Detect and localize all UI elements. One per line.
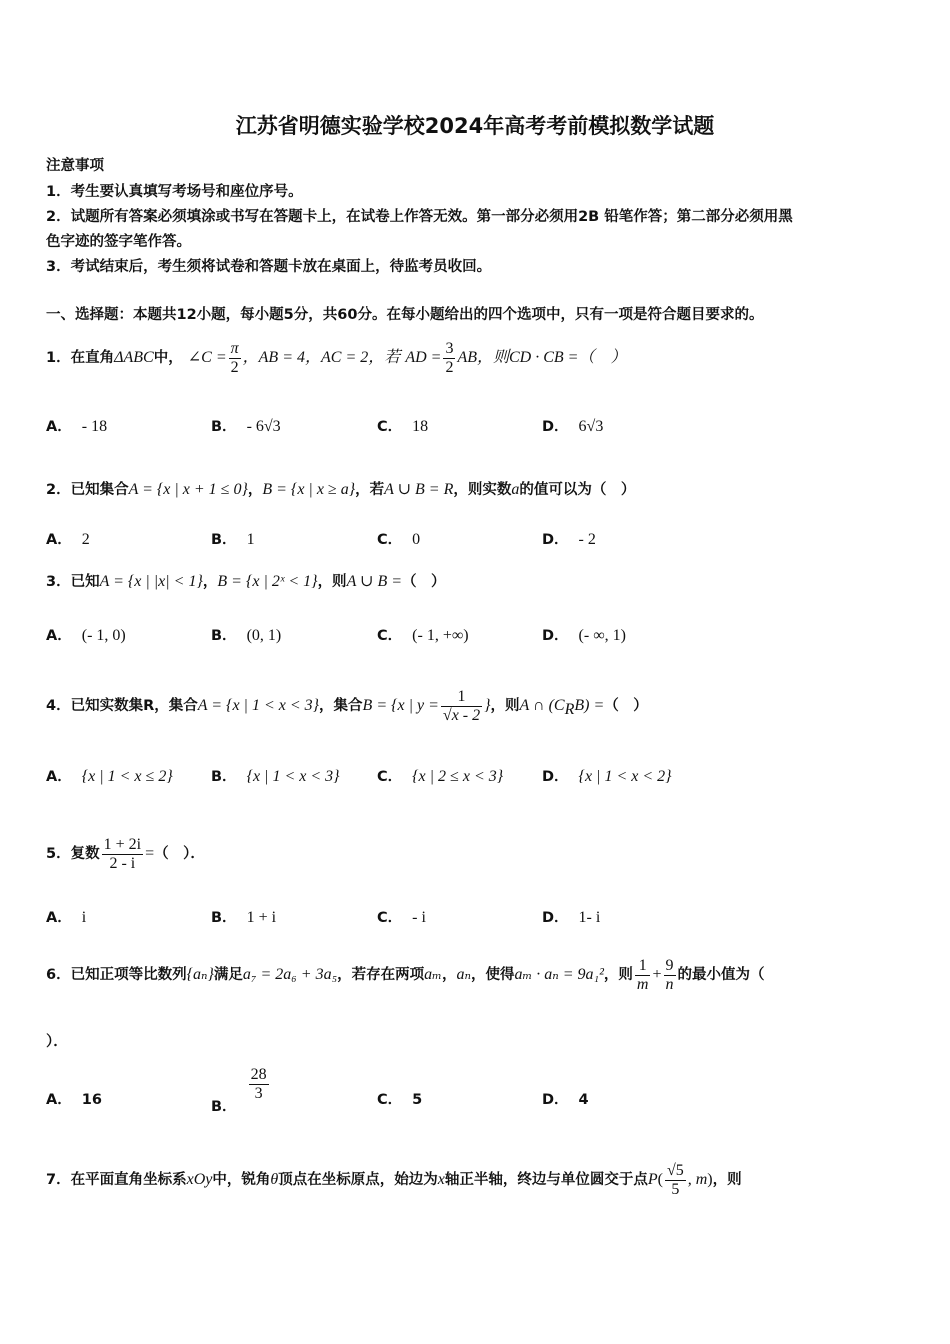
notice-item: 3．考试结束后，考生须将试卷和答题卡放在桌面上，待监考员收回。 bbox=[46, 259, 492, 275]
option-d[interactable]: D． (- ∞, 1) bbox=[542, 627, 626, 644]
option-c[interactable]: C． 18 bbox=[377, 418, 429, 435]
option-d[interactable]: D． 1- i bbox=[542, 909, 601, 926]
fraction: $\frac{1 + 2i}{2 - i}$ bbox=[103, 835, 142, 872]
fraction: $\frac{9}{n}$ bbox=[665, 956, 674, 993]
option-b[interactable]: B． 1 bbox=[211, 531, 255, 548]
fraction: $\frac{√5}{5}$ bbox=[666, 1161, 684, 1198]
fraction: $\frac{1}{√x - 2}$ bbox=[442, 687, 481, 724]
notice-item: 1．考生要认真填写考场号和座位序号。 bbox=[46, 184, 303, 200]
option-a[interactable]: A． 16 bbox=[46, 1092, 102, 1108]
question-7: 7．在平面直角坐标系xOy中，锐角θ顶点在坐标原点，始边为x轴正半轴，终边与单位圆交于点P( $\frac{√5}{5}$ , m)，则 bbox=[46, 1161, 742, 1198]
option-c[interactable]: C． 5 bbox=[377, 1092, 423, 1108]
option-a[interactable]: A． {x | 1 < x ≤ 2} bbox=[46, 768, 173, 785]
notice-heading: 注意事项 bbox=[46, 158, 104, 174]
option-b[interactable]: B． {x | 1 < x < 3} bbox=[211, 768, 340, 785]
option-b[interactable]: B． 1 + i bbox=[211, 909, 277, 926]
fraction: $\frac{1}{m}$ bbox=[636, 956, 649, 993]
question-5: 5．复数 $\frac{1 + 2i}{2 - i}$ =（ ）． bbox=[46, 835, 205, 872]
fraction: $\frac{\pi}{2}$ bbox=[230, 339, 239, 376]
question-3: 3．已知A = {x | |x| < 1}，B = {x | 2ˣ < 1}，则A ∪ B =（ ） bbox=[46, 573, 446, 590]
option-d[interactable]: D． {x | 1 < x < 2} bbox=[542, 768, 672, 785]
option-c[interactable]: C． - i bbox=[377, 909, 426, 926]
page-title: 江苏省明德实验学校2024年高考考前模拟数学试题 bbox=[235, 114, 715, 138]
question-4: 4．已知实数集R，集合A = {x | 1 < x < 3}，集合B = {x | y = $\frac{1}{√x - 2}$ }，则A ∩ $(C_RB)$ =（ ） bbox=[46, 687, 648, 724]
option-b[interactable]: B． $\frac{28}{3}$ bbox=[211, 1066, 267, 1115]
question-6-continued: ）． bbox=[46, 1034, 68, 1050]
option-d[interactable]: D． - 2 bbox=[542, 531, 596, 548]
option-a[interactable]: A． i bbox=[46, 909, 87, 926]
notice-item: 2．试题所有答案必须填涂或书写在答题卡上，在试卷上作答无效。第一部分必须用2B 铅笔作答；第二部分必须用黑 bbox=[46, 209, 793, 225]
option-a[interactable]: A． 2 bbox=[46, 531, 90, 548]
option-b[interactable]: B． (0, 1) bbox=[211, 627, 282, 644]
option-a[interactable]: A． - 18 bbox=[46, 418, 108, 435]
notice-item: 色字迹的签字笔作答。 bbox=[46, 234, 191, 250]
fraction: $\frac{28}{3}$ bbox=[250, 1066, 267, 1102]
section-heading: 一、选择题：本题共12小题，每小题5分，共60分。在每小题给出的四个选项中，只有一项是符合题目要求的。 bbox=[46, 307, 764, 323]
option-a[interactable]: A． (- 1, 0) bbox=[46, 627, 126, 644]
option-c[interactable]: C． (- 1, +∞) bbox=[377, 627, 469, 644]
question-1: 1．在直角ΔABC中， ∠C = $\frac{\pi}{2}$ ，AB = 4，AC = 2，若 AD = $\frac{3}{2}$ AB，则CD · CB =（ ） bbox=[46, 339, 627, 376]
option-b[interactable]: B． - 6√3 bbox=[211, 418, 281, 435]
option-c[interactable]: C． {x | 2 ≤ x < 3} bbox=[377, 768, 504, 785]
option-c[interactable]: C． 0 bbox=[377, 531, 421, 548]
option-d[interactable]: D． 6√3 bbox=[542, 418, 604, 435]
option-d[interactable]: D． 4 bbox=[542, 1092, 589, 1108]
question-6: 6．已知正项等比数列{aₙ}满足a₇ = 2a₆ + 3a₅，若存在两项aₘ，aₙ，使得aₘ · aₙ = 9a₁²，则 $\frac{1}{m}$ + $\frac{9}{n}$ 的最小值为（ bbox=[46, 956, 765, 993]
fraction: $\frac{3}{2}$ bbox=[445, 339, 454, 376]
question-2: 2．已知集合A = {x | x + 1 ≤ 0}，B = {x | x ≥ a}，若A ∪ B = R，则实数a的值可以为（ ） bbox=[46, 481, 636, 498]
